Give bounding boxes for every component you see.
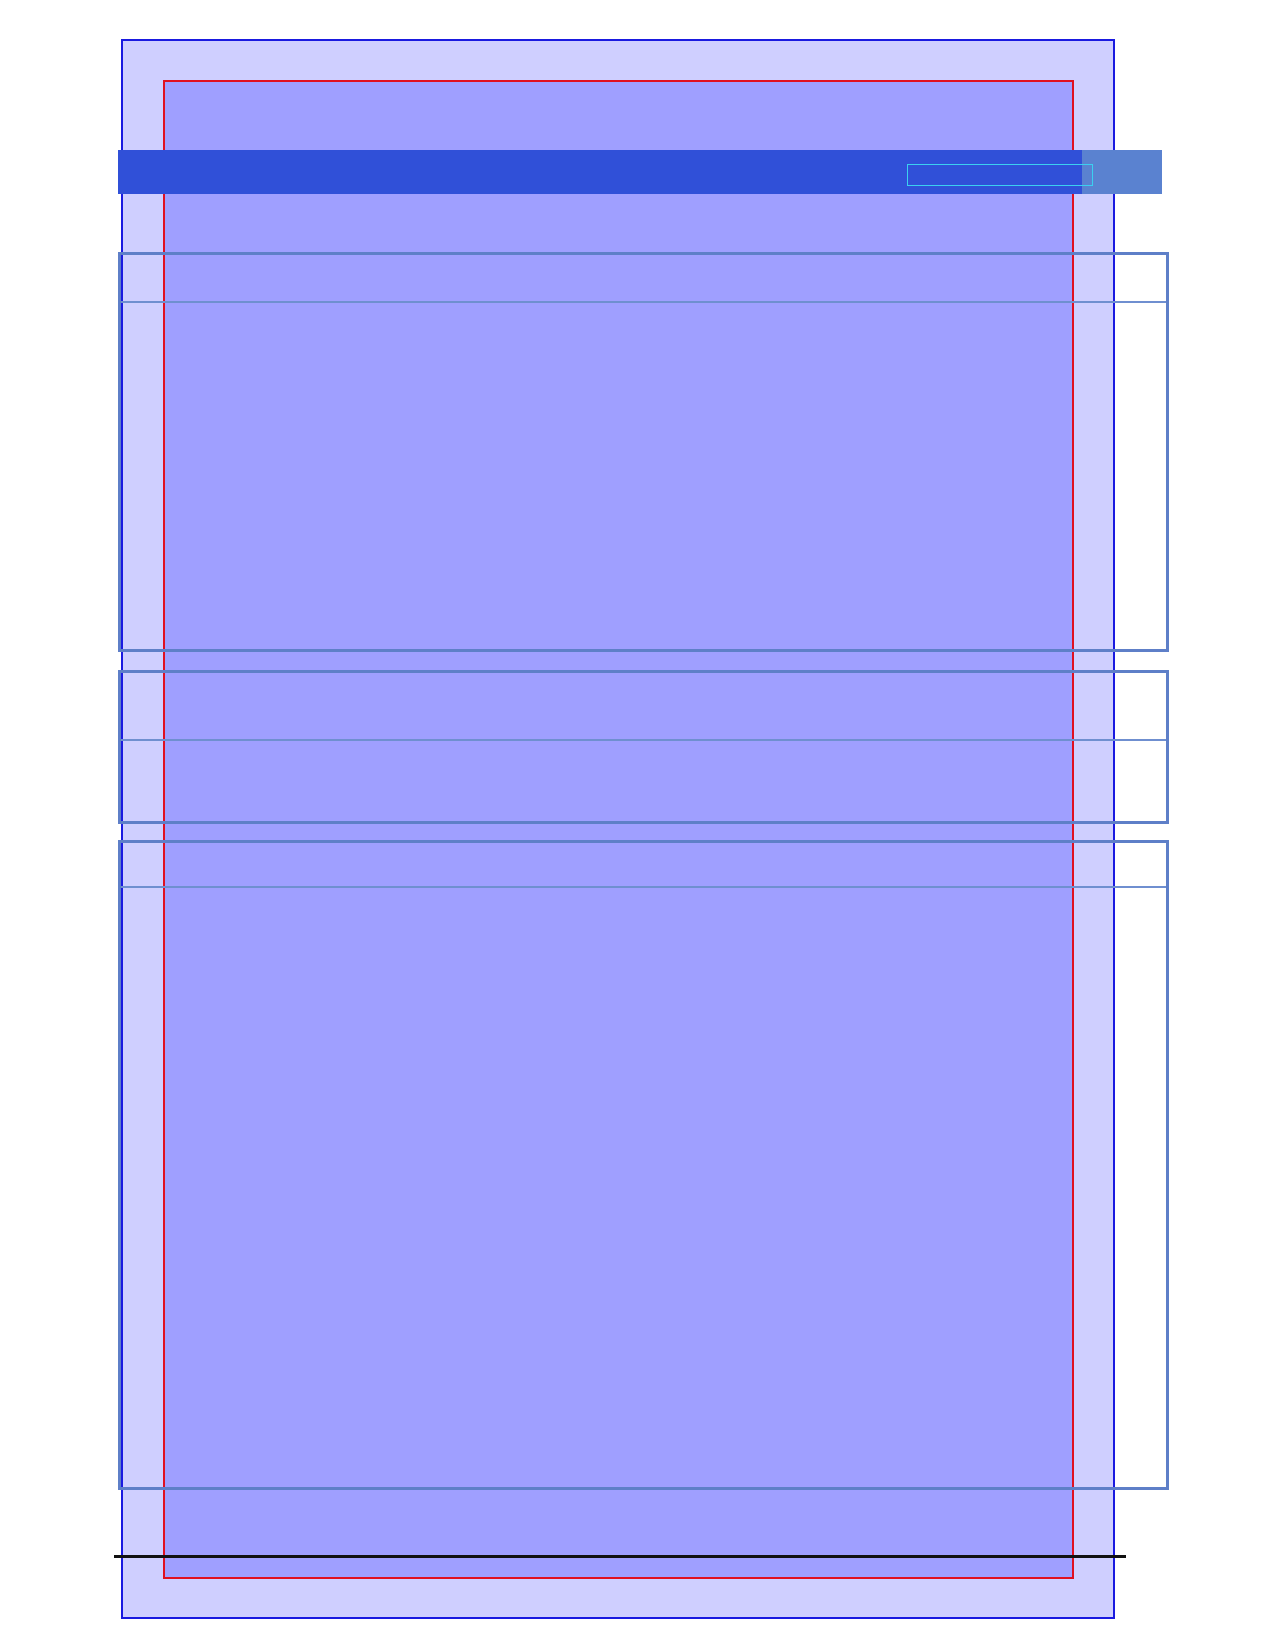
program-code (907, 164, 1093, 186)
code-band-accent (1082, 150, 1162, 194)
competence-statement-section (118, 252, 1169, 652)
overall-criteria-section (118, 670, 1169, 824)
footer-rule (114, 1555, 1126, 1558)
section-divider (121, 301, 1166, 303)
section-divider (121, 886, 1166, 888)
section-divider (121, 739, 1166, 741)
elements-section (118, 840, 1169, 1490)
